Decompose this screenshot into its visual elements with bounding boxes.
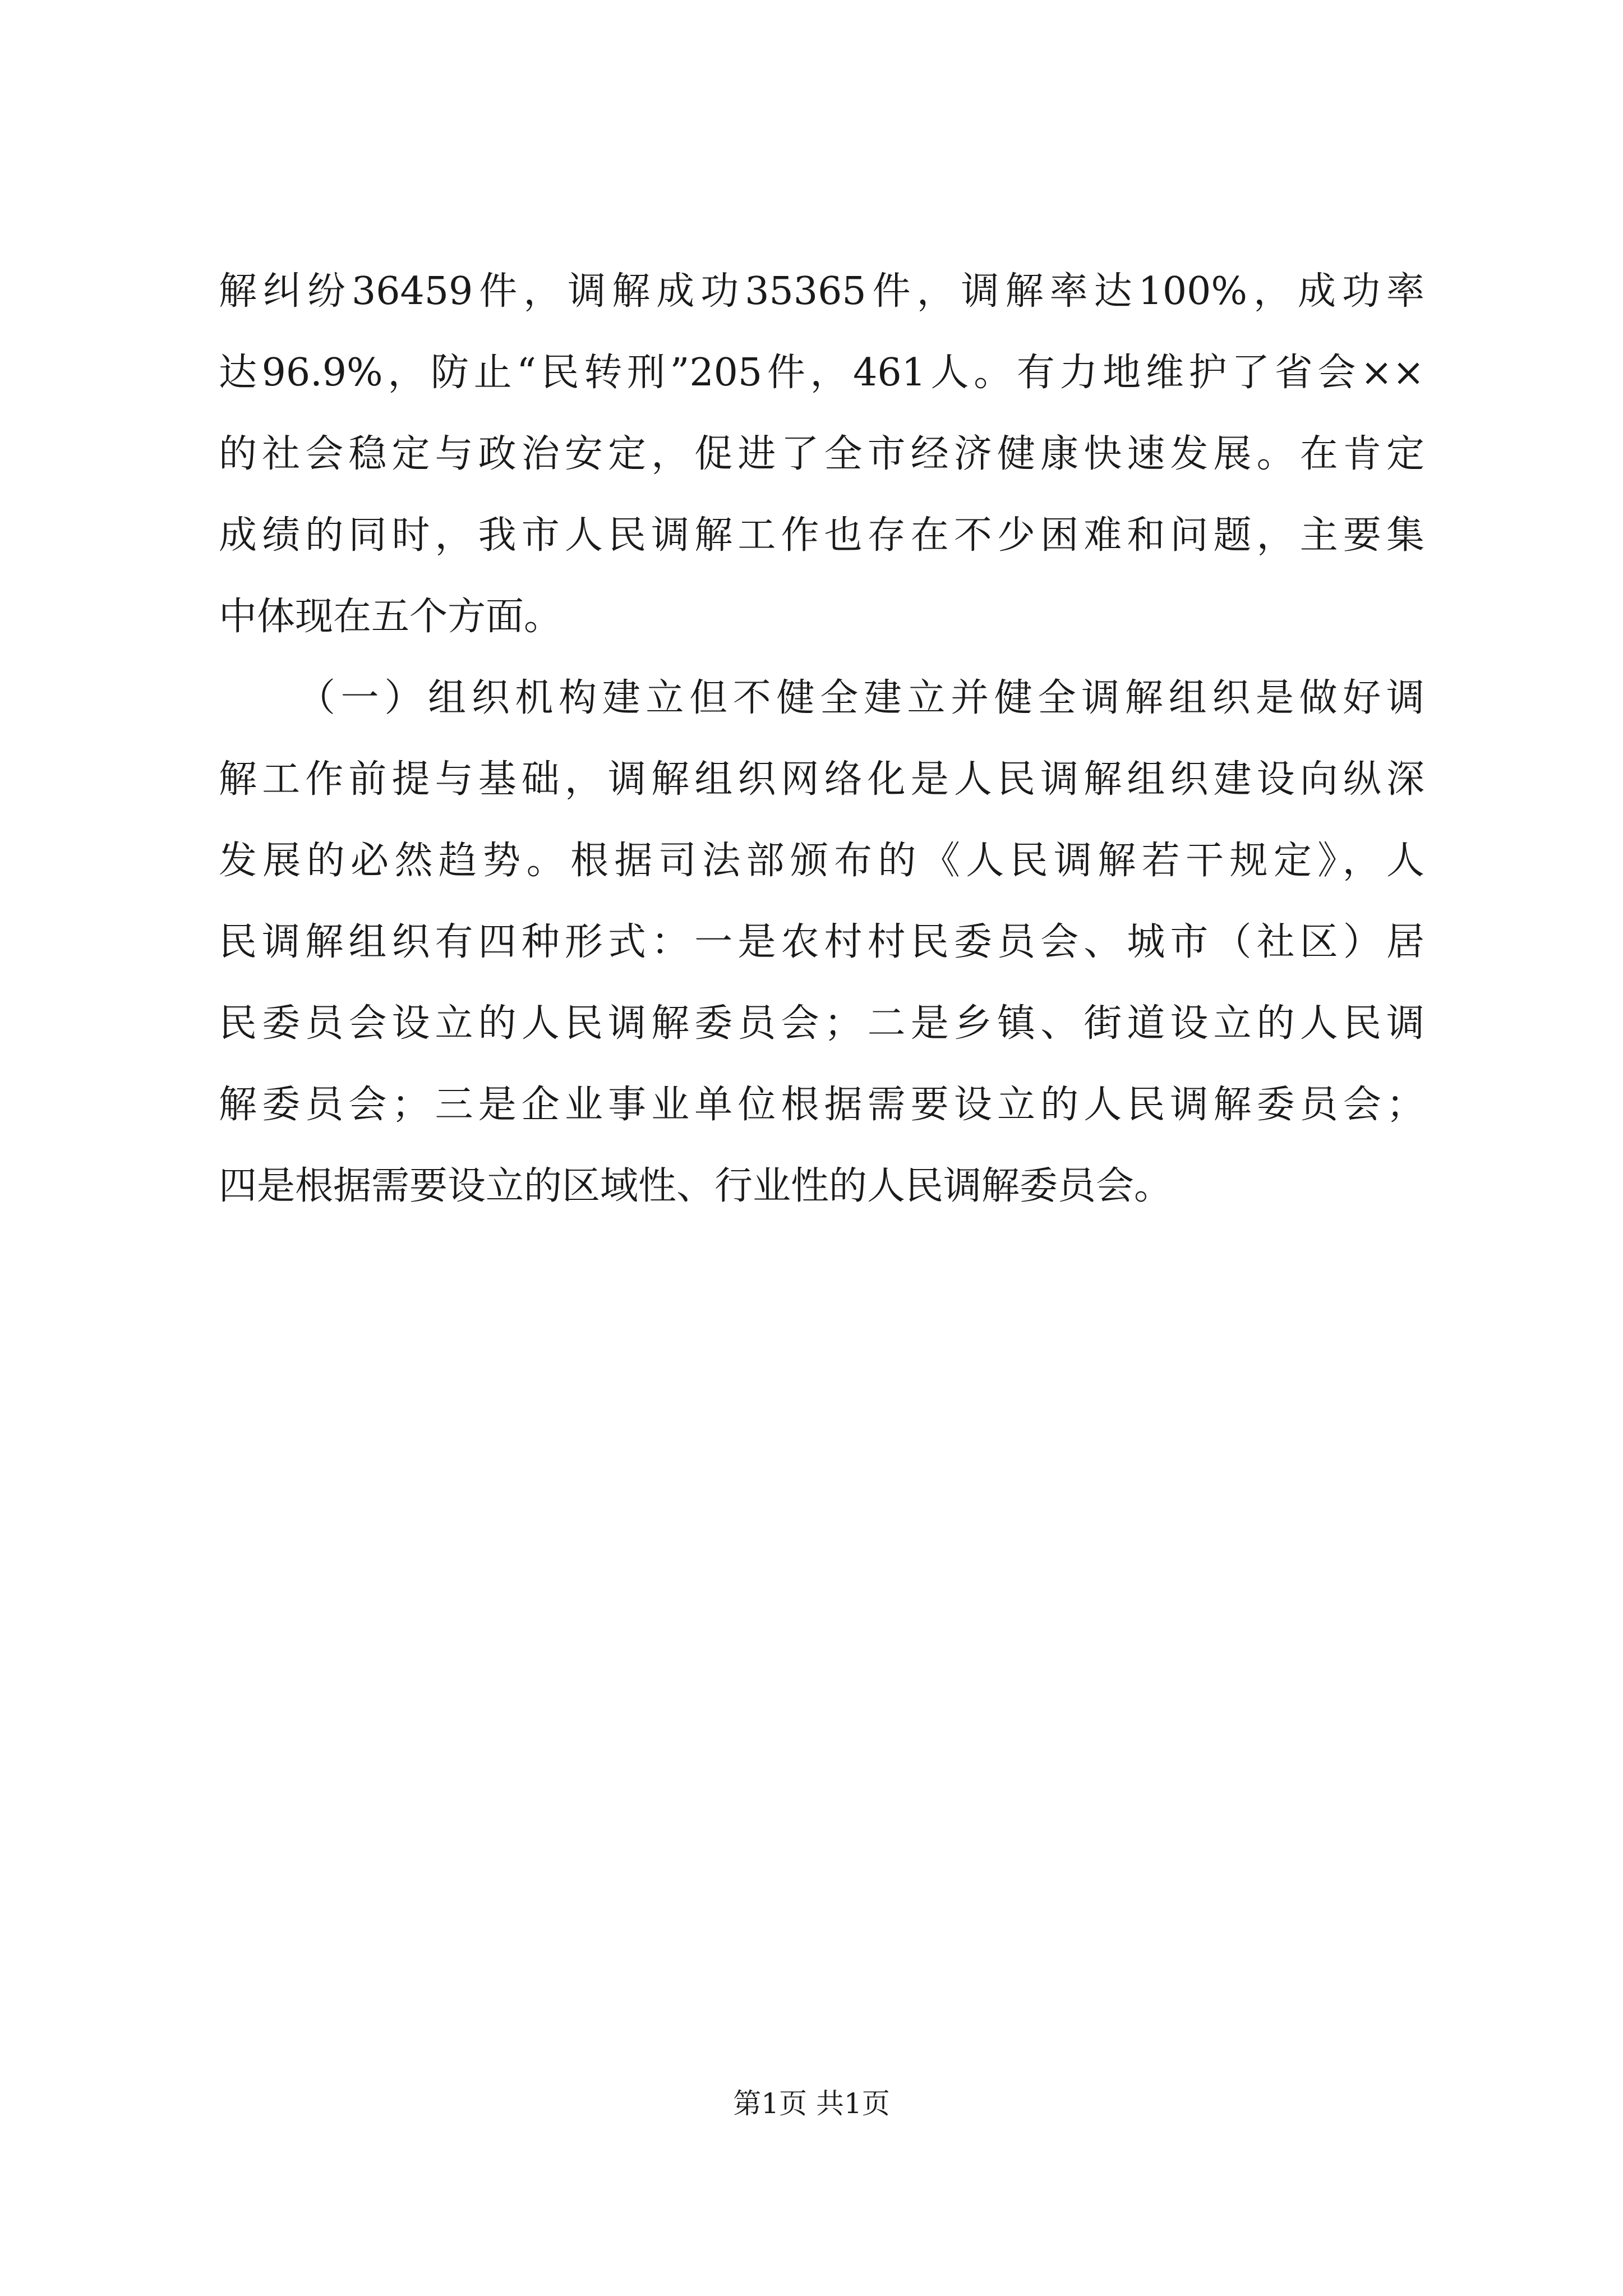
text-line: 成绩的同时，我市人民调解工作也存在不少困难和问题，主要集 bbox=[219, 513, 1424, 558]
text-line: 发展的必然趋势。根据司法部颁布的《人民调解若干规定》，人 bbox=[219, 839, 1424, 883]
text-line: 四是根据需要设立的区域性、行业性的人民调解委员会。 bbox=[219, 1164, 1173, 1208]
text-line: 中体现在五个方面。 bbox=[219, 595, 562, 639]
text-line: 的社会稳定与政治安定，促进了全市经济健康快速发展。在肯定 bbox=[219, 432, 1424, 476]
text-line: 达96.9%，防止“民转刑”205件，461人。有力地维护了省会×× bbox=[219, 351, 1424, 395]
text-line: 民调解组织有四种形式：一是农村村民委员会、城市（社区）居 bbox=[219, 920, 1424, 964]
page-number: 第1页 共1页 bbox=[733, 2087, 890, 2120]
text-line: 民委员会设立的人民调解委员会；二是乡镇、街道设立的人民调 bbox=[219, 1001, 1424, 1046]
paragraph-heading-line: （一）组织机构建立但不健全建立并健全调解组织是做好调 bbox=[297, 676, 1424, 720]
text-line: 解委员会；三是企业事业单位根据需要设立的人民调解委员会； bbox=[219, 1083, 1424, 1127]
text-line: 解纠纷36459件，调解成功35365件，调解率达100%，成功率 bbox=[219, 269, 1424, 314]
text-line: 解工作前提与基础，调解组织网络化是人民调解组织建设向纵深 bbox=[219, 757, 1424, 802]
